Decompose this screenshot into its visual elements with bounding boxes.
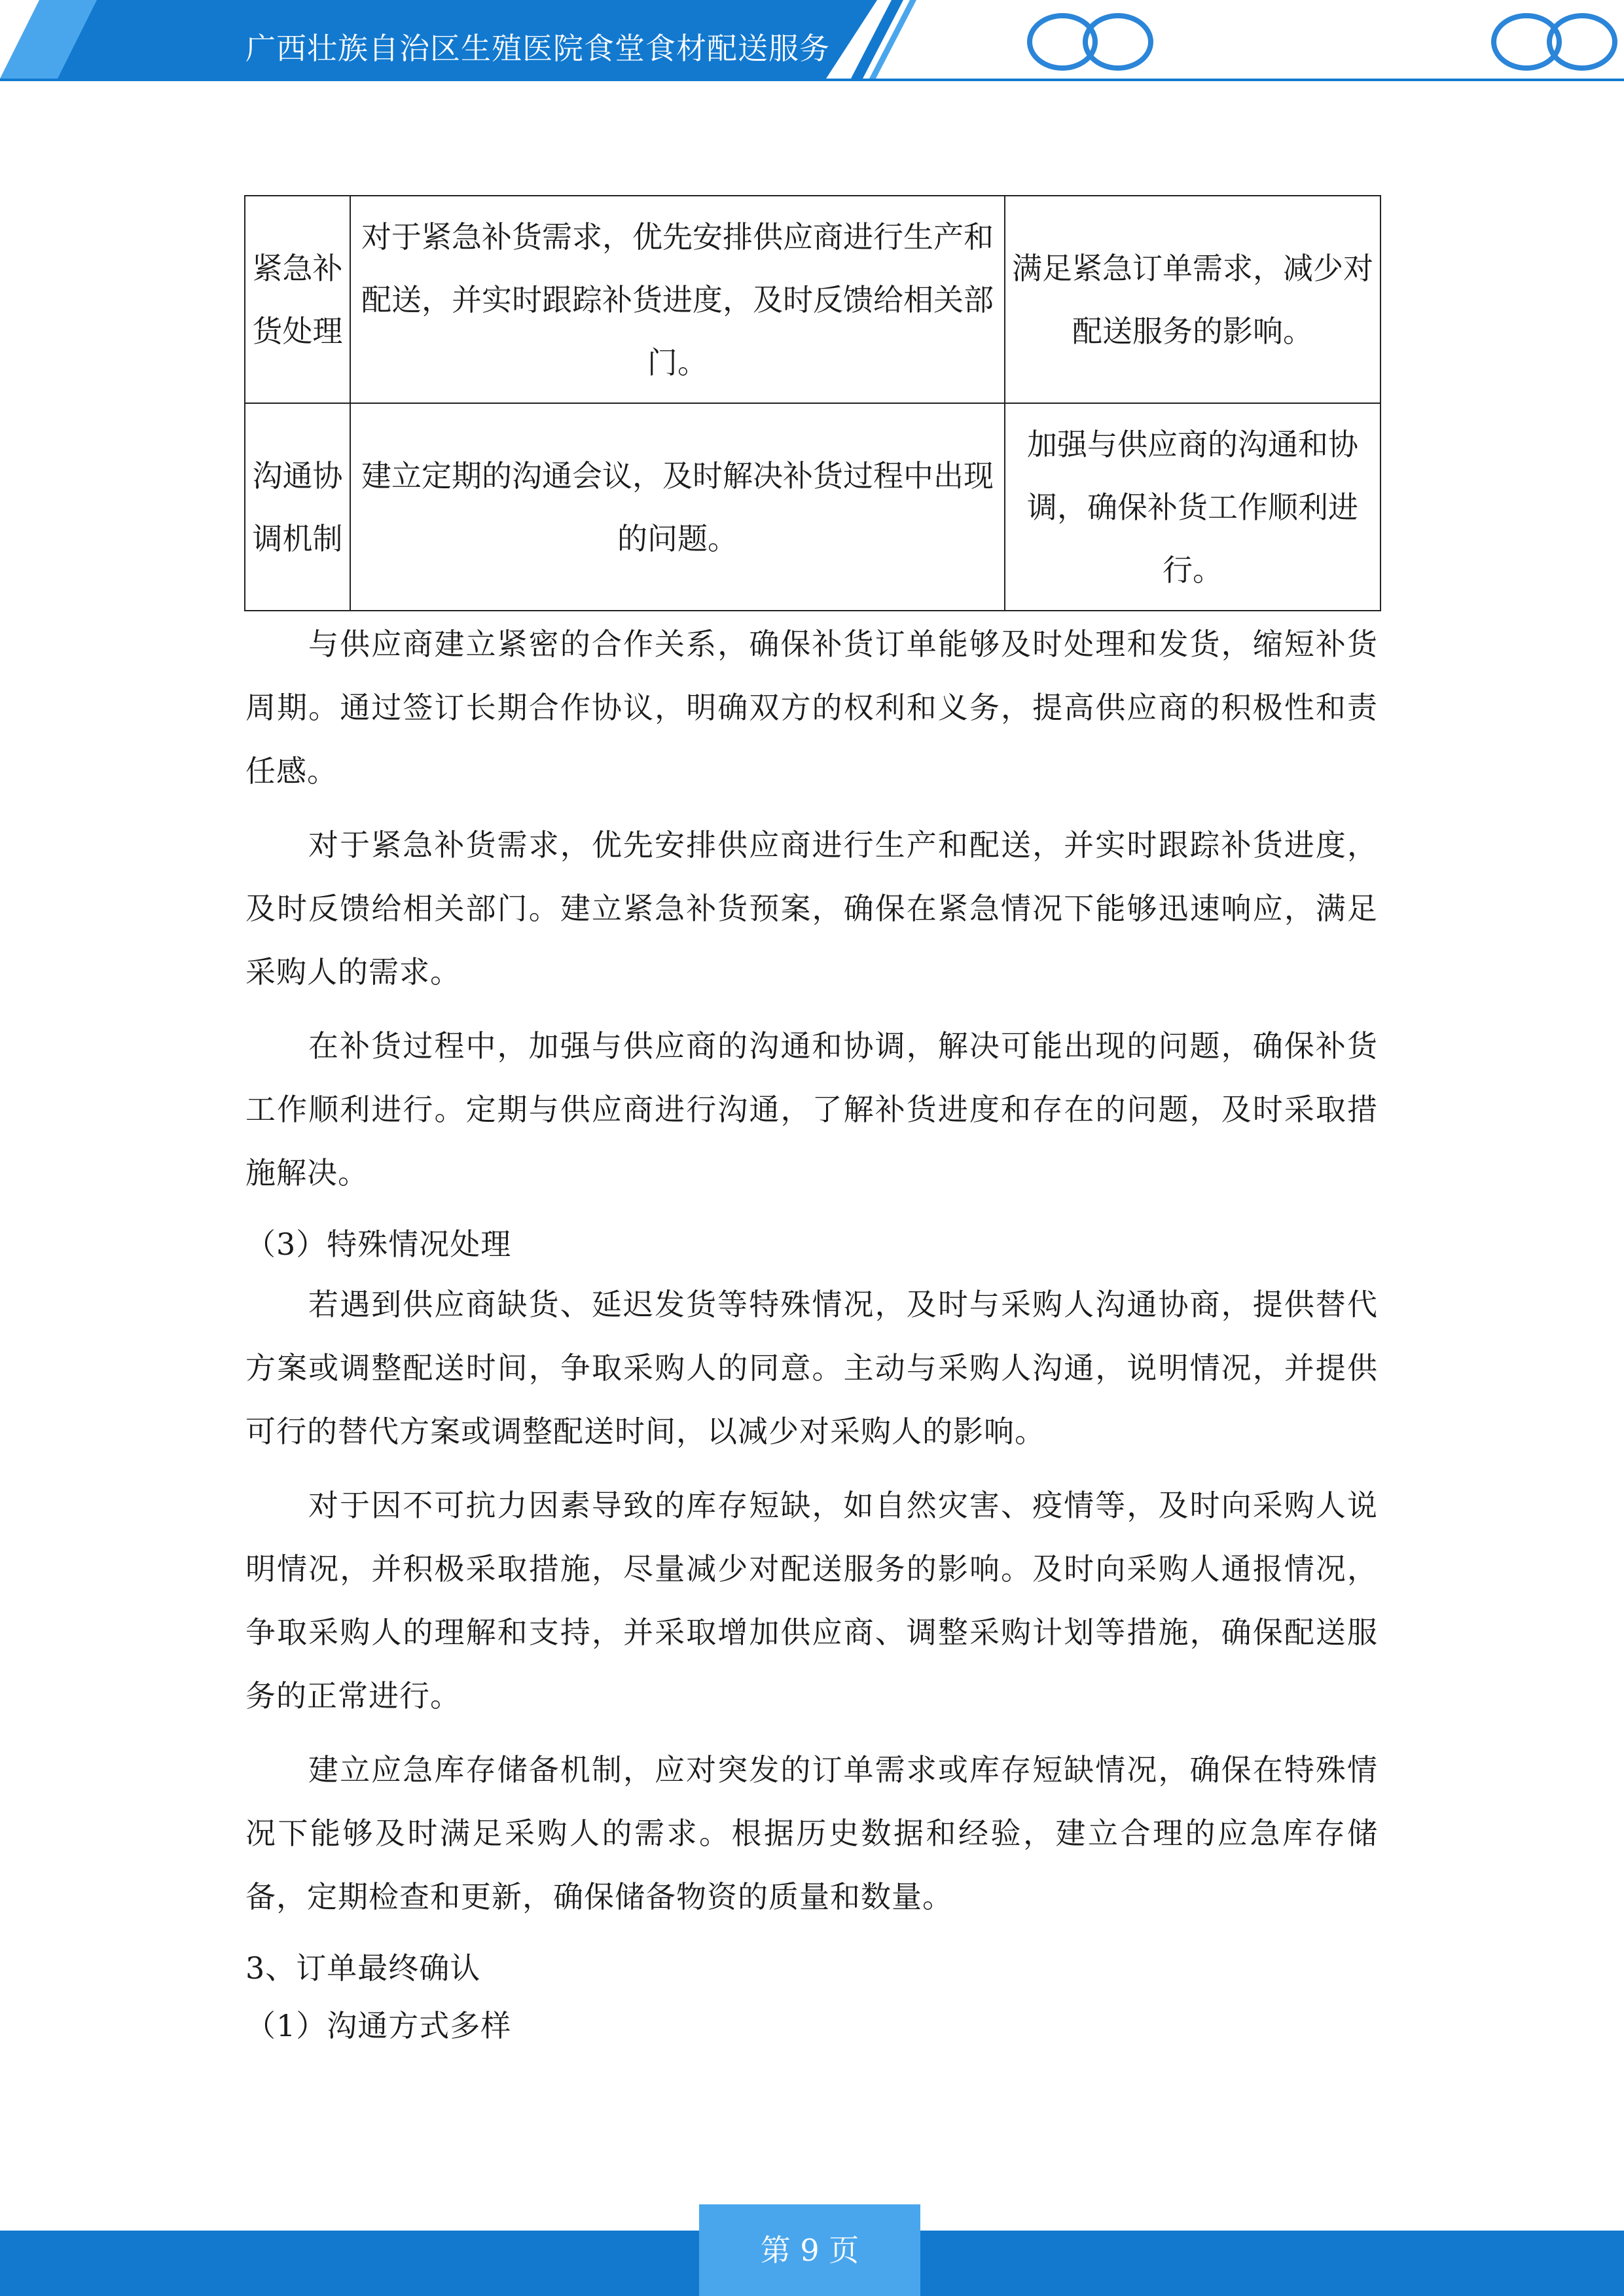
measures-table xyxy=(244,195,1381,611)
paragraph: 在补货过程中，加强与供应商的沟通和协调，解决可能出现的问题，确保补货工作顺利进行。定期与供应商进行沟通，了解补货进度和存在的问题，及时采取措施解决。 xyxy=(245,1028,1378,1191)
table-cell-item: 沟通协调机制 xyxy=(245,403,350,611)
page-header xyxy=(0,0,1624,85)
table-cell-effect: 加强与供应商的沟通和协调，确保补货工作顺利进行。 xyxy=(1005,403,1380,611)
double-ring-icon xyxy=(1030,16,1151,68)
paragraph: 建立应急库存储备机制，应对突发的订单需求或库存短缺情况，确保在特殊情况下能够及时满足采购人的需求。根据历史数据和经验，建立合理的应急库存储备，定期检查和更新，确保储备物资的质量和数量。 xyxy=(245,1752,1378,1914)
table-row xyxy=(245,196,1380,403)
page-number: 第 9 页 xyxy=(699,2204,920,2296)
table-row xyxy=(245,403,1380,611)
section-heading-communication: （1）沟通方式多样 xyxy=(245,2008,512,2043)
section-heading-special-cases: （3）特殊情况处理 xyxy=(245,1227,512,1262)
paragraph: 与供应商建立紧密的合作关系，确保补货订单能够及时处理和发货，缩短补货周期。通过签订长期合作协议，明确双方的权利和义务，提高供应商的积极性和责任感。 xyxy=(245,626,1378,789)
double-ring-logo-icon xyxy=(1494,16,1615,68)
paragraph: 对于因不可抗力因素导致的库存短缺，如自然灾害、疫情等，及时向采购人说明情况，并积极采取措施，尽量减少对配送服务的影响。及时向采购人通报情况，争取采购人的理解和支持，并采取增加供应商、调整采购计划等措施，确保配送服务的正常进行。 xyxy=(245,1488,1378,1713)
section-heading-order-confirmation: 3、订单最终确认 xyxy=(245,1950,481,1986)
table-cell-effect: 满足紧急订单需求，减少对配送服务的影响。 xyxy=(1005,196,1380,403)
replenishment-table xyxy=(244,195,1381,611)
paragraph: 若遇到供应商缺货、延迟发货等特殊情况，及时与采购人沟通协商，提供替代方案或调整配送时间，争取采购人的同意。主动与采购人沟通，说明情况，并提供可行的替代方案或调整配送时间，以减少对采购人的影响。 xyxy=(245,1287,1378,1449)
table-cell-measure: 对于紧急补货需求，优先安排供应商进行生产和配送，并实时跟踪补货进度，及时反馈给相关部门。 xyxy=(350,196,1005,403)
table-cell-item: 紧急补货处理 xyxy=(245,196,350,403)
header-title: 广西壮族自治区生殖医院食堂食材配送服务 xyxy=(245,31,830,66)
paragraph: 对于紧急补货需求，优先安排供应商进行生产和配送，并实时跟踪补货进度，及时反馈给相关部门。建立紧急补货预案，确保在紧急情况下能够迅速响应，满足采购人的需求。 xyxy=(245,827,1378,990)
document-body xyxy=(245,613,1378,2054)
table-cell-measure: 建立定期的沟通会议，及时解决补货过程中出现的问题。 xyxy=(350,403,1005,611)
